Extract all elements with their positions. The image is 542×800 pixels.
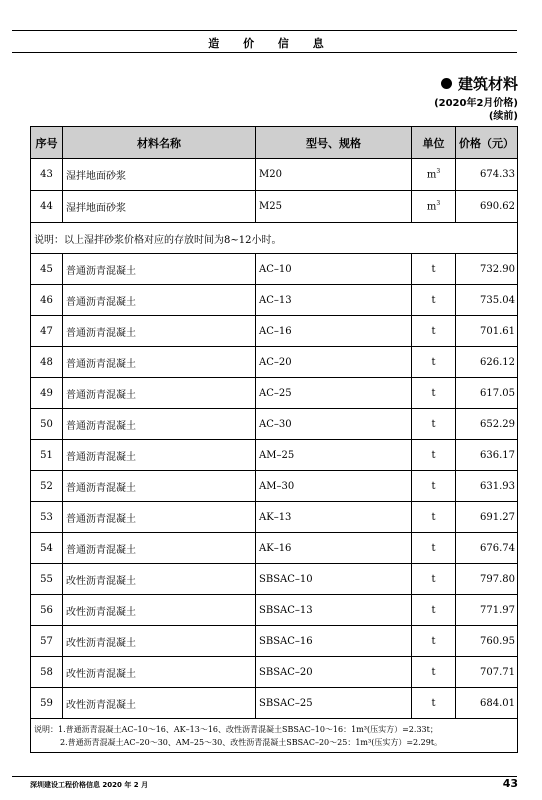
- note-mortar: 说明：以上湿拌砂浆价格对应的存放时间为8~12小时。: [31, 223, 518, 254]
- row-price: 735.04: [456, 285, 518, 316]
- table-row: [31, 409, 518, 440]
- row-spec: AC–13: [256, 285, 412, 316]
- row-spec: AC–10: [256, 254, 412, 285]
- note-row-2: [31, 719, 518, 753]
- footer-publication: 深圳建设工程价格信息 2020 年 2 月: [30, 781, 149, 789]
- table-row: [31, 688, 518, 719]
- col-header-spec: 型号、规格: [256, 127, 412, 159]
- table-row: [31, 657, 518, 688]
- unit-superscript: 3: [436, 200, 441, 208]
- note-asphalt-line-1: 说明：1.普通沥青混凝土AC–10～16、AK–13～16、改性沥青混凝土SBSAC–10～16：1m³(压实方）=2.33t；: [34, 724, 438, 734]
- table-row: [31, 471, 518, 502]
- section-subtitle: (2020年2月价格): [434, 98, 518, 109]
- row-name: 改性沥青混凝土: [63, 595, 256, 626]
- row-spec: SBSAC–10: [256, 564, 412, 595]
- note-row-1: [31, 223, 518, 254]
- row-no: 49: [31, 378, 63, 409]
- unit-text: m: [426, 169, 437, 181]
- row-unit: [412, 191, 456, 223]
- row-name: 改性沥青混凝土: [63, 657, 256, 688]
- table-row: [31, 595, 518, 626]
- footer-rule: [12, 776, 517, 777]
- row-unit: [412, 159, 456, 191]
- table-row: [31, 626, 518, 657]
- row-unit: t: [412, 409, 456, 440]
- header-title: 造 价 信 息: [208, 37, 334, 50]
- row-spec: AC–20: [256, 347, 412, 378]
- row-spec: SBSAC–13: [256, 595, 412, 626]
- page-number: 43: [502, 777, 518, 790]
- table-row: [31, 564, 518, 595]
- row-unit: t: [412, 254, 456, 285]
- row-spec: SBSAC–25: [256, 688, 412, 719]
- row-name: 普通沥青混凝土: [63, 440, 256, 471]
- row-name: 普通沥青混凝土: [63, 316, 256, 347]
- row-name: 普通沥青混凝土: [63, 471, 256, 502]
- section-continued: (续前): [488, 111, 518, 122]
- table-row: [31, 502, 518, 533]
- table-row: [31, 285, 518, 316]
- row-unit: t: [412, 688, 456, 719]
- row-no: 58: [31, 657, 63, 688]
- row-name: 普通沥青混凝土: [63, 409, 256, 440]
- row-name: 普通沥青混凝土: [63, 378, 256, 409]
- row-no: 44: [31, 191, 63, 223]
- table-row: [31, 316, 518, 347]
- bullet-icon: [441, 78, 452, 89]
- row-no: 51: [31, 440, 63, 471]
- row-name: 普通沥青混凝土: [63, 285, 256, 316]
- row-price: 684.01: [456, 688, 518, 719]
- row-price: 701.61: [456, 316, 518, 347]
- note-asphalt-line-2: 2.普通沥青混凝土AC–20～30、AM–25～30、改性沥青混凝土SBSAC–20～25：1m³(压实方）=2.29t。: [60, 737, 443, 747]
- row-price: 652.29: [456, 409, 518, 440]
- row-price: 707.71: [456, 657, 518, 688]
- table-row: [31, 191, 518, 223]
- row-no: 48: [31, 347, 63, 378]
- row-name: 普通沥青混凝土: [63, 502, 256, 533]
- row-price: 674.33: [456, 159, 518, 191]
- row-unit: t: [412, 595, 456, 626]
- table-row: [31, 440, 518, 471]
- row-spec: AC–25: [256, 378, 412, 409]
- header-rule-top: [12, 30, 517, 31]
- row-name: 湿拌地面砂浆: [63, 191, 256, 223]
- row-price: 636.17: [456, 440, 518, 471]
- row-unit: t: [412, 316, 456, 347]
- table-row: [31, 254, 518, 285]
- row-spec: SBSAC–16: [256, 626, 412, 657]
- row-no: 57: [31, 626, 63, 657]
- row-name: 改性沥青混凝土: [63, 626, 256, 657]
- row-spec: M20: [256, 159, 412, 191]
- row-no: 45: [31, 254, 63, 285]
- row-unit: t: [412, 471, 456, 502]
- row-no: 47: [31, 316, 63, 347]
- table-row: [31, 378, 518, 409]
- row-unit: t: [412, 533, 456, 564]
- unit-text: m: [426, 201, 437, 213]
- col-header-unit: 单位: [412, 127, 456, 159]
- row-price: 617.05: [456, 378, 518, 409]
- table-row: [31, 533, 518, 564]
- row-unit: t: [412, 564, 456, 595]
- row-spec: AM–25: [256, 440, 412, 471]
- section-title: [441, 73, 518, 94]
- row-spec: AC–30: [256, 409, 412, 440]
- row-spec: M25: [256, 191, 412, 223]
- col-header-no: 序号: [31, 127, 63, 159]
- row-name: 湿拌地面砂浆: [63, 159, 256, 191]
- row-name: 普通沥青混凝土: [63, 254, 256, 285]
- row-spec: AK–16: [256, 533, 412, 564]
- row-name: 改性沥青混凝土: [63, 564, 256, 595]
- row-unit: t: [412, 347, 456, 378]
- row-no: 54: [31, 533, 63, 564]
- row-price: 732.90: [456, 254, 518, 285]
- row-price: 771.97: [456, 595, 518, 626]
- row-no: 43: [31, 159, 63, 191]
- row-spec: AK–13: [256, 502, 412, 533]
- row-price: 626.12: [456, 347, 518, 378]
- table-header-row: [31, 127, 518, 159]
- row-name: 改性沥青混凝土: [63, 688, 256, 719]
- header-rule-bottom: [12, 52, 517, 53]
- row-price: 797.80: [456, 564, 518, 595]
- row-unit: t: [412, 657, 456, 688]
- unit-superscript: 3: [436, 168, 441, 176]
- row-spec: AC–16: [256, 316, 412, 347]
- row-name: 普通沥青混凝土: [63, 533, 256, 564]
- row-no: 46: [31, 285, 63, 316]
- col-header-price: 价格（元）: [456, 127, 518, 159]
- row-unit: t: [412, 502, 456, 533]
- row-no: 52: [31, 471, 63, 502]
- row-no: 50: [31, 409, 63, 440]
- row-unit: t: [412, 378, 456, 409]
- price-table: [30, 126, 518, 753]
- row-price: 690.62: [456, 191, 518, 223]
- table-row: [31, 347, 518, 378]
- row-unit: t: [412, 626, 456, 657]
- table-row: [31, 159, 518, 191]
- row-no: 55: [31, 564, 63, 595]
- row-spec: AM–30: [256, 471, 412, 502]
- row-name: 普通沥青混凝土: [63, 347, 256, 378]
- row-spec: SBSAC–20: [256, 657, 412, 688]
- row-unit: t: [412, 285, 456, 316]
- section-title-text: 建筑材料: [457, 75, 518, 93]
- row-price: 691.27: [456, 502, 518, 533]
- row-price: 676.74: [456, 533, 518, 564]
- row-price: 631.93: [456, 471, 518, 502]
- row-price: 760.95: [456, 626, 518, 657]
- note-asphalt: [31, 719, 518, 753]
- row-no: 59: [31, 688, 63, 719]
- row-no: 56: [31, 595, 63, 626]
- col-header-name: 材料名称: [63, 127, 256, 159]
- row-unit: t: [412, 440, 456, 471]
- row-no: 53: [31, 502, 63, 533]
